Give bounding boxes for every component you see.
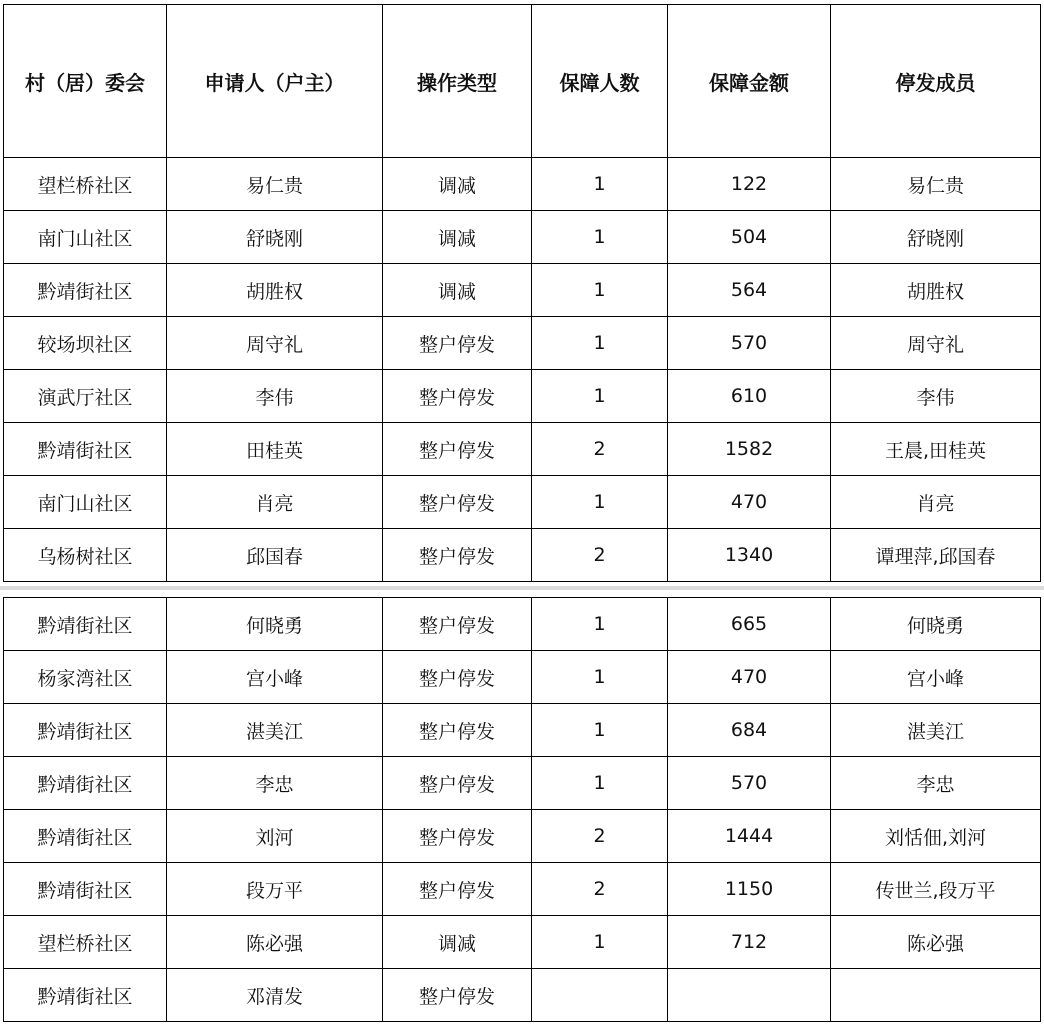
cell-applicant: 陈必强 — [167, 916, 383, 969]
table-row — [4, 158, 1041, 211]
cell-stopped-members: 舒晓刚 — [831, 211, 1041, 264]
cell-applicant: 刘河 — [167, 810, 383, 863]
cell-stopped-members: 王晨,田桂英 — [831, 423, 1041, 476]
cell-people-count: 1 — [532, 158, 668, 211]
cell-operation-type: 整户停发 — [383, 317, 532, 370]
cell-operation-type: 整户停发 — [383, 529, 532, 582]
column-header-applicant: 申请人（户主） — [167, 5, 383, 158]
cell-people-count: 1 — [532, 704, 668, 757]
table-row — [4, 423, 1041, 476]
column-header-committee: 村（居）委会 — [4, 5, 167, 158]
cell-applicant: 段万平 — [167, 863, 383, 916]
cell-amount: 1340 — [668, 529, 831, 582]
cell-amount: 570 — [668, 757, 831, 810]
cell-committee: 黔靖街社区 — [4, 810, 167, 863]
cell-stopped-members: 陈必强 — [831, 916, 1041, 969]
cell-stopped-members: 李伟 — [831, 370, 1041, 423]
cell-applicant: 邱国春 — [167, 529, 383, 582]
table-row — [4, 370, 1041, 423]
cell-committee: 黔靖街社区 — [4, 264, 167, 317]
table-row — [4, 810, 1041, 863]
cell-committee: 乌杨树社区 — [4, 529, 167, 582]
cell-committee: 南门山社区 — [4, 476, 167, 529]
cell-people-count: 1 — [532, 211, 668, 264]
table-row — [4, 476, 1041, 529]
cell-amount: 470 — [668, 651, 831, 704]
cell-stopped-members: 宫小峰 — [831, 651, 1041, 704]
cell-applicant: 邓清发 — [167, 969, 383, 1022]
cell-committee: 黔靖街社区 — [4, 757, 167, 810]
cell-operation-type: 整户停发 — [383, 476, 532, 529]
cell-people-count: 1 — [532, 757, 668, 810]
cell-operation-type: 整户停发 — [383, 757, 532, 810]
cell-committee: 望栏桥社区 — [4, 916, 167, 969]
cell-amount: 470 — [668, 476, 831, 529]
page-break-divider — [0, 586, 1044, 590]
data-table-bottom — [3, 597, 1041, 1022]
table-row — [4, 317, 1041, 370]
cell-stopped-members: 易仁贵 — [831, 158, 1041, 211]
cell-people-count: 1 — [532, 370, 668, 423]
cell-committee: 较场坝社区 — [4, 317, 167, 370]
cell-stopped-members: 湛美江 — [831, 704, 1041, 757]
data-table-top — [3, 4, 1041, 582]
cell-amount: 1582 — [668, 423, 831, 476]
table-header-row — [4, 5, 1041, 158]
cell-operation-type: 整户停发 — [383, 423, 532, 476]
cell-applicant: 李忠 — [167, 757, 383, 810]
cell-amount: 665 — [668, 598, 831, 651]
cell-committee: 演武厅社区 — [4, 370, 167, 423]
cell-operation-type: 整户停发 — [383, 969, 532, 1022]
cell-stopped-members: 胡胜权 — [831, 264, 1041, 317]
column-header-operation-type: 操作类型 — [383, 5, 532, 158]
cell-people-count: 1 — [532, 651, 668, 704]
cell-applicant: 宫小峰 — [167, 651, 383, 704]
cell-amount: 570 — [668, 317, 831, 370]
cell-stopped-members: 肖亮 — [831, 476, 1041, 529]
cell-operation-type: 整户停发 — [383, 370, 532, 423]
table-row — [4, 704, 1041, 757]
cell-committee: 黔靖街社区 — [4, 863, 167, 916]
table-row — [4, 863, 1041, 916]
column-header-amount: 保障金额 — [668, 5, 831, 158]
table-row — [4, 916, 1041, 969]
column-header-people-count: 保障人数 — [532, 5, 668, 158]
cell-applicant: 胡胜权 — [167, 264, 383, 317]
cell-operation-type: 整户停发 — [383, 863, 532, 916]
cell-applicant: 李伟 — [167, 370, 383, 423]
cell-amount: 1150 — [668, 863, 831, 916]
cell-amount: 504 — [668, 211, 831, 264]
cell-committee: 黔靖街社区 — [4, 598, 167, 651]
cell-committee: 黔靖街社区 — [4, 423, 167, 476]
column-header-stopped-members: 停发成员 — [831, 5, 1041, 158]
cell-operation-type: 整户停发 — [383, 598, 532, 651]
cell-operation-type: 整户停发 — [383, 651, 532, 704]
cell-amount: 684 — [668, 704, 831, 757]
cell-operation-type: 调减 — [383, 264, 532, 317]
cell-amount: 1444 — [668, 810, 831, 863]
cell-people-count: 1 — [532, 916, 668, 969]
cell-committee: 望栏桥社区 — [4, 158, 167, 211]
cell-people-count: 1 — [532, 476, 668, 529]
cell-committee: 杨家湾社区 — [4, 651, 167, 704]
cell-applicant: 易仁贵 — [167, 158, 383, 211]
cell-amount: 712 — [668, 916, 831, 969]
cell-operation-type: 调减 — [383, 916, 532, 969]
cell-people-count: 1 — [532, 264, 668, 317]
table-row — [4, 757, 1041, 810]
cell-people-count: 2 — [532, 423, 668, 476]
cell-amount: 564 — [668, 264, 831, 317]
cell-stopped-members: 李忠 — [831, 757, 1041, 810]
cell-committee: 南门山社区 — [4, 211, 167, 264]
cell-operation-type: 整户停发 — [383, 810, 532, 863]
table-row — [4, 598, 1041, 651]
cell-people-count: 1 — [532, 598, 668, 651]
cell-people-count — [532, 969, 668, 1022]
cell-stopped-members: 刘恬佃,刘河 — [831, 810, 1041, 863]
cell-stopped-members: 周守礼 — [831, 317, 1041, 370]
cell-people-count: 2 — [532, 529, 668, 582]
cell-amount: 610 — [668, 370, 831, 423]
cell-stopped-members: 何晓勇 — [831, 598, 1041, 651]
cell-stopped-members — [831, 969, 1041, 1022]
table-body-bottom — [4, 598, 1041, 1022]
cell-applicant: 田桂英 — [167, 423, 383, 476]
cell-applicant: 肖亮 — [167, 476, 383, 529]
cell-operation-type: 调减 — [383, 211, 532, 264]
cell-operation-type: 调减 — [383, 158, 532, 211]
cell-stopped-members: 传世兰,段万平 — [831, 863, 1041, 916]
table-body-top — [4, 158, 1041, 582]
cell-people-count: 2 — [532, 863, 668, 916]
cell-applicant: 何晓勇 — [167, 598, 383, 651]
table-row — [4, 651, 1041, 704]
cell-committee: 黔靖街社区 — [4, 704, 167, 757]
cell-applicant: 舒晓刚 — [167, 211, 383, 264]
cell-applicant: 周守礼 — [167, 317, 383, 370]
table-row — [4, 529, 1041, 582]
cell-committee: 黔靖街社区 — [4, 969, 167, 1022]
table-row — [4, 264, 1041, 317]
cell-people-count: 1 — [532, 317, 668, 370]
cell-stopped-members: 谭理萍,邱国春 — [831, 529, 1041, 582]
cell-operation-type: 整户停发 — [383, 704, 532, 757]
cell-amount — [668, 969, 831, 1022]
cell-amount: 122 — [668, 158, 831, 211]
cell-people-count: 2 — [532, 810, 668, 863]
table-row — [4, 969, 1041, 1022]
cell-applicant: 湛美江 — [167, 704, 383, 757]
table-row — [4, 211, 1041, 264]
